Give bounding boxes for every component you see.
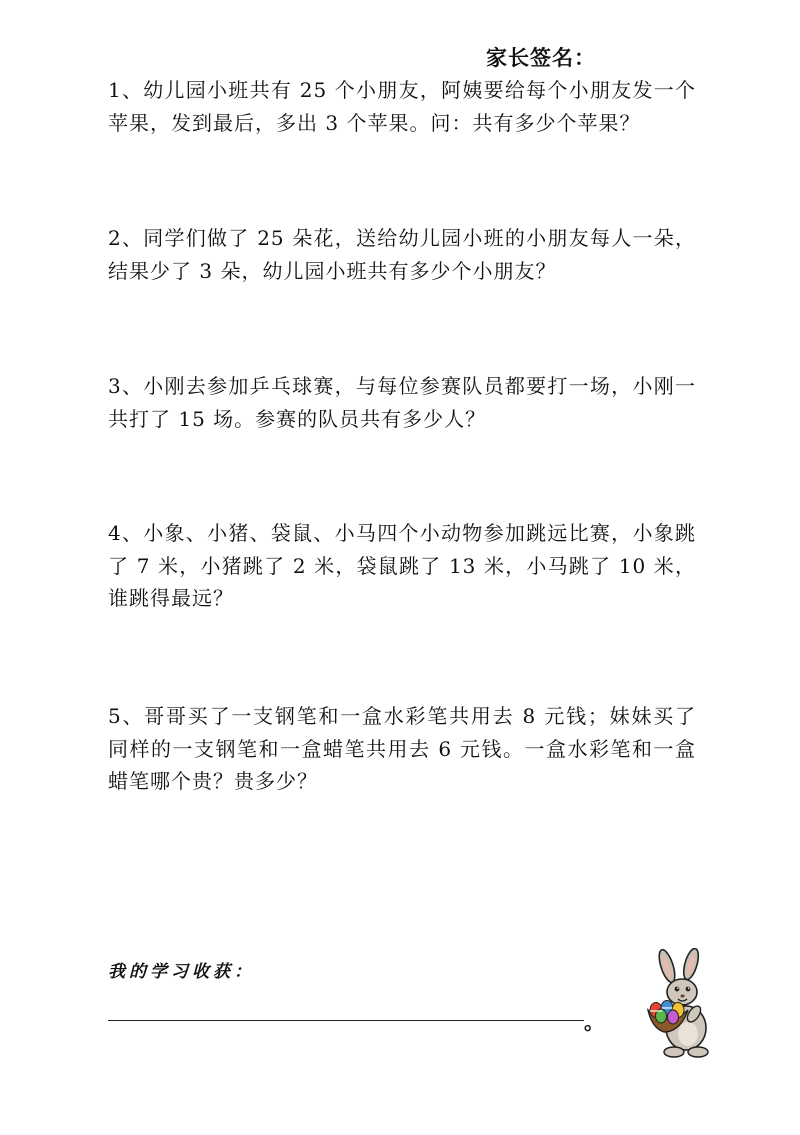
problem-3: 3、小刚去参加乒乓球赛，与每位参赛队员都要打一场，小刚一共打了 15 场。参赛的队员共有多少人？: [108, 374, 696, 431]
problem-2: 2、同学们做了 25 朵花，送给幼儿园小班的小朋友每人一朵，结果少了 3 朵，幼儿园小班共有多少个小朋友？: [108, 226, 696, 283]
problem-1: 1、幼儿园小班共有 25 个小朋友，阿姨要给每个小朋友发一个苹果，发到最后，多出 3 个苹果。问：共有多少个苹果？: [108, 78, 696, 135]
parent-signature-label: 家长签名：: [486, 46, 596, 70]
learning-harvest-label: 我的学习收获：: [108, 962, 255, 982]
problem-5: 5、哥哥买了一支钢笔和一盒水彩笔共用去 8 元钱；妹妹买了同样的一支钢笔和一盒蜡笔共用去 6 元钱。一盒水彩笔和一盒蜡笔哪个贵？贵多少？: [108, 704, 696, 793]
answer-line[interactable]: [108, 1020, 584, 1021]
rabbit-with-easter-eggs-icon: [634, 948, 718, 1060]
problem-4: 4、小象、小猪、袋鼠、小马四个小动物参加跳远比赛，小象跳了 7 米，小猪跳了 2 米，袋鼠跳了 13 米，小马跳了 10 米，谁跳得最远？: [108, 521, 696, 610]
answer-line-period: 。: [584, 1010, 604, 1034]
